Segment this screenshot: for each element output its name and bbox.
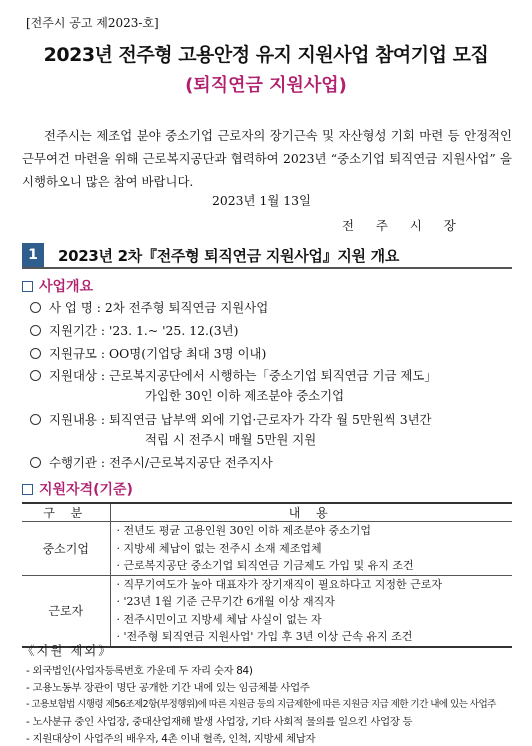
table-header-row (22, 503, 512, 522)
notice-date: 2023년 1월 13일 (212, 193, 311, 208)
column-header-category: 구 분 (22, 503, 110, 522)
square-bullet-icon (22, 281, 33, 292)
section-number: 1 (22, 243, 44, 267)
item-label: 지원대상 (49, 368, 97, 383)
row-category: 근로자 (22, 575, 110, 647)
intro-paragraph (22, 124, 512, 193)
overview-item-name: 사 업 명 : 2차 전주형 퇴직연금 지원사업 (30, 298, 268, 316)
overview-item-agency: 수행기관 : 전주시/근로복지공단 전주지사 (30, 453, 273, 471)
circle-bullet-icon (30, 348, 41, 359)
table-row (22, 575, 512, 647)
row-content (110, 522, 512, 576)
row-line: · '전주형 퇴직연금 지원사업' 가입 후 3년 이상 근속 유지 조건 (116, 630, 413, 643)
section-title: 2023년 2차『전주형 퇴직연금 지원사업』지원 개요 (58, 247, 400, 265)
item-text: 전주시/근로복지공단 전주지사 (108, 455, 273, 470)
qualification-table (22, 502, 512, 648)
circle-bullet-icon (30, 325, 41, 336)
item-text: '23. 1.~ '25. 12.(3년) (108, 323, 239, 338)
signer: 전 주 시 장 (342, 218, 465, 233)
circle-bullet-icon (30, 370, 41, 381)
row-line: · 직무기여도가 높아 대표자가 장기재직이 필요하다고 지정한 근로자 (116, 577, 442, 591)
exclusion-item: - 지원대상이 사업주의 배우자, 4촌 이내 혈족, 인척, 지방세 체납자 (26, 733, 316, 745)
qualification-heading-label: 지원자격(기준) (39, 482, 133, 498)
item-label: 수행기관 (49, 455, 97, 470)
table-row (22, 522, 512, 576)
overview-item-content-cont: 적립 시 전주시 매월 5만원 지원 (145, 432, 317, 447)
page-subtitle: (퇴직연금 지원사업) (185, 75, 347, 96)
circle-bullet-icon (30, 457, 41, 468)
overview-item-scale: 지원규모 : OO명(기업당 최대 3명 이내) (30, 344, 266, 362)
exclusion-item: - 외국법인(사업자등록번호 가운데 두 자리 숫자 84) (26, 665, 253, 677)
overview-heading (22, 276, 93, 296)
row-line: · 지방세 체납이 없는 전주시 소재 제조업체 (116, 541, 322, 555)
notice-number: [전주시 공고 제2023-호] (26, 16, 159, 30)
row-line: · 근로복지공단 중소기업 퇴직연금 기금제도 가입 및 유지 조건 (116, 559, 414, 572)
overview-item-target-cont: 가입한 30인 이하 제조분야 중소기업 (145, 388, 345, 403)
section-header (22, 243, 512, 269)
qualification-heading (22, 479, 133, 499)
exclusion-item: - 고용노동부 장관이 명단 공개한 기간 내에 있는 임금체불 사업주 (26, 682, 310, 694)
row-line: · 전년도 평균 고용인원 30인 이하 제조분야 중소기업 (116, 524, 371, 537)
square-bullet-icon (22, 484, 33, 495)
item-text: OO명(기업당 최대 3명 이내) (108, 346, 267, 361)
row-category: 중소기업 (22, 522, 110, 576)
item-text: 2차 전주형 퇴직연금 지원사업 (104, 300, 269, 315)
item-label: 지원기간 (49, 323, 97, 338)
row-line: · 전주시민이고 지방세 체납 사실이 없는 자 (116, 612, 322, 626)
row-content (110, 575, 512, 647)
exclusions-title: 《지원 제외》 (22, 643, 113, 658)
overview-item-period: 지원기간 : '23. 1.~ '25. 12.(3년) (30, 321, 238, 339)
overview-heading-label: 사업개요 (39, 279, 94, 295)
row-line: · '23년 1월 기준 근무기간 6개월 이상 재직자 (116, 595, 335, 608)
circle-bullet-icon (30, 414, 41, 425)
page-title: 2023년 전주형 고용안정 유지 지원사업 참여기업 모집 (43, 44, 489, 66)
exclusion-item: - 고용보험법 시행령 제56조제2항(부정행위)에 따른 지원금 등의 지급제한에 따른 지원금 지급 제한 기간 내에 있는 사업주 (26, 699, 496, 710)
item-text: 근로복지공단에서 시행하는「중소기업 퇴직연금 기금 제도」 (108, 368, 437, 383)
item-label: 사 업 명 (49, 300, 93, 315)
circle-bullet-icon (30, 302, 41, 313)
item-text: 퇴직연금 납부액 외에 기업·근로자가 각각 월 5만원씩 3년간 (108, 412, 432, 427)
item-label: 지원내용 (49, 412, 97, 427)
intro-text: 전주시는 제조업 분야 중소기업 근로자의 장기근속 및 자산형성 기회 마련 등 안정적인 근무여건 마련을 위해 근로복지공단과 협력하여 2023년 “중소기업 퇴직연금 지원사업” 을 시행하오니 많은 참여 바랍니다. (22, 128, 512, 189)
column-header-content: 내 용 (110, 503, 512, 522)
exclusion-item: - 노사분규 중인 사업장, 중대산업재해 발생 사업장, 기타 사회적 물의를 일으킨 사업장 등 (26, 716, 413, 728)
item-label: 지원규모 (49, 346, 97, 361)
overview-item-target: 지원대상 : 근로복지공단에서 시행하는「중소기업 퇴직연금 기금 제도」 (30, 366, 437, 384)
overview-item-content: 지원내용 : 퇴직연금 납부액 외에 기업·근로자가 각각 월 5만원씩 3년간 (30, 410, 432, 428)
